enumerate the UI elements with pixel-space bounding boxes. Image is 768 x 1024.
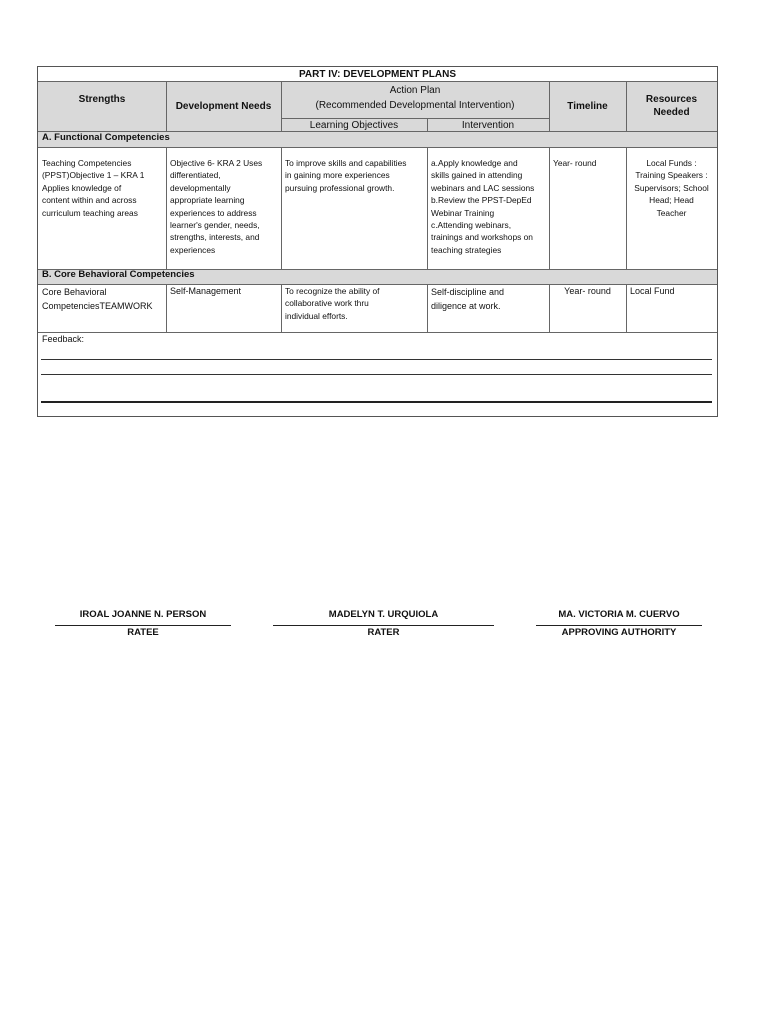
ratee-name: IROAL JOANNE N. PERSON: [79, 609, 207, 620]
section-a-resources: Local Funds : Training Speakers : Supervisors; School Head; Head Teacher: [634, 158, 709, 218]
section-b-timeline: Year- round: [564, 286, 611, 296]
header-timeline: Timeline: [567, 101, 608, 112]
header-intervention: Intervention: [461, 120, 515, 131]
section-a-development-needs: Objective 6- KRA 2 Uses differentiated, developmentally appropriate learning experiences to address learner's gender, needs, strengths, interests, and experiences: [170, 158, 263, 255]
ratee-role: RATEE: [127, 627, 159, 638]
header-learning-objectives: Learning Objectives: [309, 120, 399, 131]
section-a-intervention: a.Apply knowledge and skills gained in attending webinars and LAC sessions b.Review the PPST-DepEd Webinar Training c.Attending webinars, trainings and workshops on teaching strategies: [431, 158, 535, 255]
approving-authority-signature-line[interactable]: [536, 625, 702, 626]
header-action-plan-sub: (Recommended Developmental Intervention): [315, 100, 515, 111]
header-strengths: Strengths: [78, 94, 126, 105]
feedback-label: Feedback:: [42, 334, 85, 344]
feedback-line[interactable]: [41, 401, 712, 403]
approving-authority-role: APPROVING AUTHORITY: [561, 627, 677, 638]
section-a-timeline: Year- round: [553, 158, 597, 168]
section-b-title: B. Core Behavioral Competencies: [42, 269, 195, 280]
development-plans-form: [37, 66, 718, 417]
rater-signature-line[interactable]: [273, 625, 494, 626]
section-a-title: A. Functional Competencies: [42, 132, 170, 143]
rater-role: RATER: [367, 627, 400, 638]
approving-authority-name: MA. VICTORIA M. CUERVO: [558, 609, 680, 620]
header-development-needs: Development Needs: [175, 101, 272, 112]
section-b-resources: Local Fund: [630, 286, 675, 296]
header-resources-needed: Resources Needed: [645, 94, 698, 118]
section-b-learning-objectives: To recognize the ability of collaborative work thru individual efforts.: [285, 286, 380, 321]
header-action-plan: Action Plan: [389, 85, 441, 96]
ratee-signature-line[interactable]: [55, 625, 231, 626]
section-b-development-needs: Self-Management: [170, 286, 242, 296]
feedback-line[interactable]: [41, 359, 712, 360]
rater-name: MADELYN T. URQUIOLA: [328, 609, 439, 620]
feedback-line[interactable]: [41, 374, 712, 375]
section-b-strengths: Core Behavioral CompetenciesTEAMWORK: [42, 287, 153, 311]
section-a-learning-objectives: To improve skills and capabilities in gaining more experiences pursuing professional growth.: [285, 158, 407, 193]
form-title: PART IV: DEVELOPMENT PLANS: [298, 69, 457, 80]
section-a-strengths: Teaching Competencies (PPST)Objective 1 – KRA 1 Applies knowledge of content within and across curriculum teaching areas: [42, 158, 145, 218]
section-b-intervention: Self-discipline and diligence at work.: [431, 287, 505, 311]
